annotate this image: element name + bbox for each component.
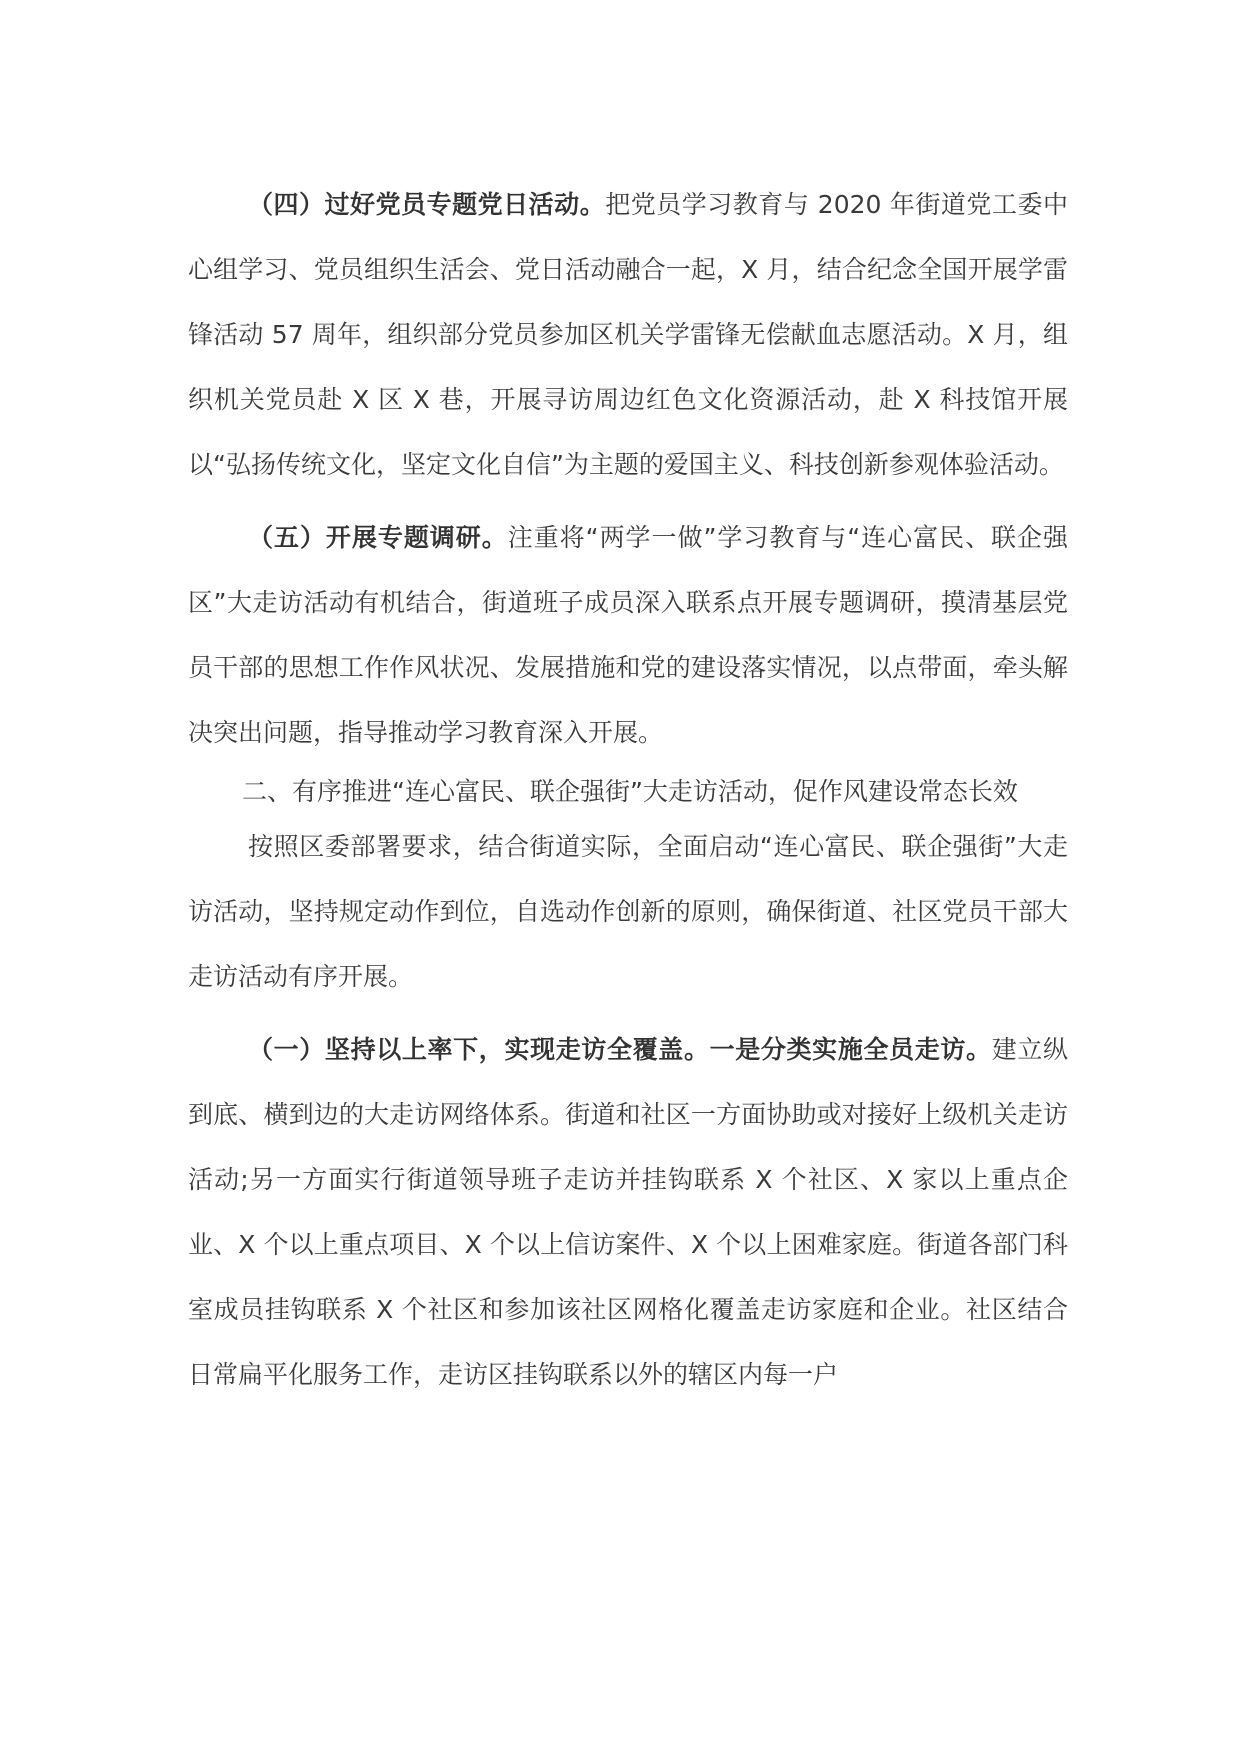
paragraph-lead-bold: （四）过好党员专题党日活动。: [248, 190, 606, 219]
document-body: [188, 172, 1068, 1407]
paragraph-lead-bold: （五）开展专题调研。: [248, 523, 508, 552]
paragraph-party-day-activities: [188, 172, 1068, 497]
paragraph-text: 把党员学习教育与 2020 年街道党工委中心组学习、党员组织生活会、党日活动融合一起，X 月，结合纪念全国开展学雷锋活动 57 周年，组织部分党员参加区机关学雷锋无偿献血志愿活动。X 月，组织机关党员赴 X 区 X 巷，开展寻访周边红色文化资源活动，赴 X 科技馆开展以“弘扬传统文化，坚定文化自信”为主题的爱国主义、科技创新参观体验活动。: [188, 190, 1068, 479]
paragraph-special-research: [188, 505, 1068, 765]
paragraph-intro: 按照区委部署要求，结合街道实际，全面启动“连心富民、联企强街”大走访活动，坚持规定动作到位，自选动作创新的原则，确保街道、社区党员干部大走访活动有序开展。: [188, 832, 1068, 991]
paragraph-text: 建立纵到底、横到边的大走访网络体系。街道和社区一方面协助或对接好上级机关走访活动;另一方面实行街道领导班子走访并挂钩联系 X 个社区、X 家以上重点企业、X 个以上重点项目、X 个以上信访案件、X 个以上困难家庭。街道各部门科室成员挂钩联系 X 个社区和参加该社区网格化覆盖走访家庭和企业。社区结合日常扁平化服务工作，走访区挂钩联系以外的辖区内每一户: [188, 1035, 1068, 1389]
paragraph-text: 注重将“两学一做”学习教育与“连心富民、联企强区”大走访活动有机结合，街道班子成员深入联系点开展专题调研，摸清基层党员干部的思想工作作风状况、发展措施和党的建设落实情况，以点带面，牵头解决突出问题，指导推动学习教育深入开展。: [188, 523, 1068, 747]
paragraph-full-coverage: [188, 1017, 1068, 1407]
section-heading: 二、有序推进“连心富民、联企强街”大走访活动，促作风建设常态长效: [242, 777, 1018, 806]
paragraph-lead-bold: （一）坚持以上率下，实现走访全覆盖。一是分类实施全员走访。: [248, 1035, 992, 1064]
